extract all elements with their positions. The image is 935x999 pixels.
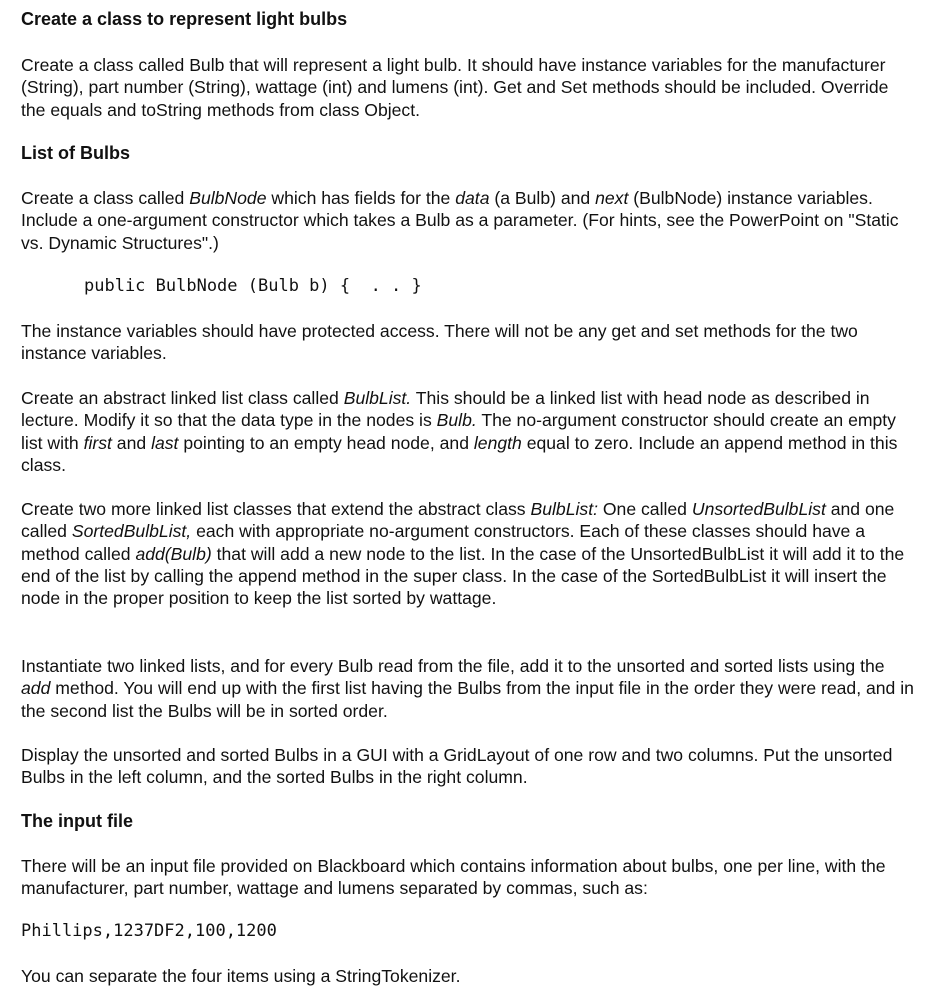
- paragraph-text: [21, 655, 916, 722]
- text-run: (a Bulb) and: [489, 188, 596, 208]
- heading-text: Create a class to represent light bulbs: [21, 9, 348, 29]
- paragraph-tokenizer: [21, 965, 916, 987]
- italic-run: UnsortedBulbList: [691, 499, 826, 519]
- text-run: and one called: [21, 499, 895, 542]
- italic-run: next: [595, 188, 629, 208]
- text-run: which has fields for the: [266, 188, 456, 208]
- italic-run: Bulb.: [436, 410, 477, 431]
- italic-run: length: [473, 432, 522, 453]
- paragraph-text: The instance variables should have protected access. There will not be any get and set methods for the two instance variables.: [21, 321, 858, 364]
- italic-run: add: [21, 678, 51, 699]
- text-run: method. You will end up with the first list having the Bulbs from the input file in the order they were read, and in the second list the Bulbs will be in sorted order.: [21, 678, 914, 721]
- text-run: Create two more linked list classes that extend the abstract class: [21, 499, 531, 519]
- italic-run: BulbList:: [530, 499, 598, 519]
- paragraph-bulblist: [21, 387, 916, 476]
- heading-text: The input file: [21, 811, 133, 831]
- heading-light-bulbs: [21, 8, 916, 30]
- heading-input-file: [21, 810, 916, 832]
- text-run: that will add a new node to the list. In the case of the UnsortedBulbList it will add it to the end of the list by calling the append method in the super class. In the case of the SortedBulbList it will insert the node in the proper position to keep the list sorted by wattage.: [21, 543, 905, 609]
- text-run: and: [111, 432, 152, 453]
- italic-run: data: [455, 188, 490, 208]
- paragraph-text: Create a class called Bulb that will represent a light bulb. It should have instance variables for the manufacturer (String), part number (String), wattage (int) and lumens (int). Get and Set methods should be included. Override the equals and toString methods from class Object.: [21, 55, 889, 120]
- paragraph-instantiate: [21, 655, 916, 722]
- code-text: Phillips,1237DF2,100,1200: [21, 921, 277, 941]
- text-run: pointing to an empty head node, and: [178, 432, 474, 453]
- paragraph-protected-access: [21, 320, 916, 365]
- paragraph-bulbnode: [21, 187, 916, 254]
- italic-run: BulbNode: [189, 188, 267, 208]
- italic-run: add(Bulb): [135, 543, 212, 564]
- paragraph-text: [21, 498, 916, 609]
- heading-text: List of Bulbs: [21, 143, 130, 163]
- paragraph-gui: [21, 744, 916, 789]
- italic-run: first: [83, 432, 112, 453]
- paragraph-text: There will be an input file provided on Blackboard which contains information about bulbs, one per line, with the manufacturer, part number, wattage and lumens separated by commas, such as:: [21, 856, 886, 899]
- code-constructor: [84, 275, 904, 297]
- paragraph-input-file: [21, 855, 916, 900]
- paragraph-text: Display the unsorted and sorted Bulbs in a GUI with a GridLayout of one row and two columns. Put the unsorted Bulbs in the left column, and the sorted Bulbs in the right column.: [21, 745, 893, 788]
- italic-run: BulbList.: [343, 388, 412, 408]
- code-sample-line: [21, 920, 916, 942]
- paragraph-bulb-class: [21, 54, 916, 121]
- paragraph-text: [21, 187, 916, 254]
- italic-run: last: [151, 432, 179, 453]
- text-run: equal to zero. Include an append method in this class.: [21, 432, 898, 475]
- heading-list-of-bulbs: [21, 142, 916, 164]
- text-run: Create an abstract linked list class called: [21, 388, 344, 408]
- text-run: Create a class called: [21, 188, 190, 208]
- code-text: public BulbNode (Bulb b) { . . }: [84, 276, 422, 296]
- paragraph-text: [21, 387, 916, 476]
- italic-run: SortedBulbList,: [71, 521, 192, 542]
- text-run: each with appropriate no-argument constructors. Each of these classes should have a method called: [21, 521, 866, 564]
- paragraph-sorted-unsorted: [21, 498, 916, 609]
- text-run: This should be a linked list with head node as described in lecture. Modify it so that the data type in the nodes is: [21, 388, 870, 431]
- text-run: The no-argument constructor should create an empty list with: [21, 410, 896, 453]
- paragraph-text: You can separate the four items using a StringTokenizer.: [21, 966, 461, 986]
- text-run: Instantiate two linked lists, and for every Bulb read from the file, add it to the unsorted and sorted lists using the: [21, 656, 885, 676]
- text-run: (BulbNode) instance variables. Include a one-argument constructor which takes a Bulb as a parameter. (For hints, see the PowerPoint on "Static vs. Dynamic Structures".): [21, 188, 899, 253]
- text-run: One called: [597, 499, 692, 519]
